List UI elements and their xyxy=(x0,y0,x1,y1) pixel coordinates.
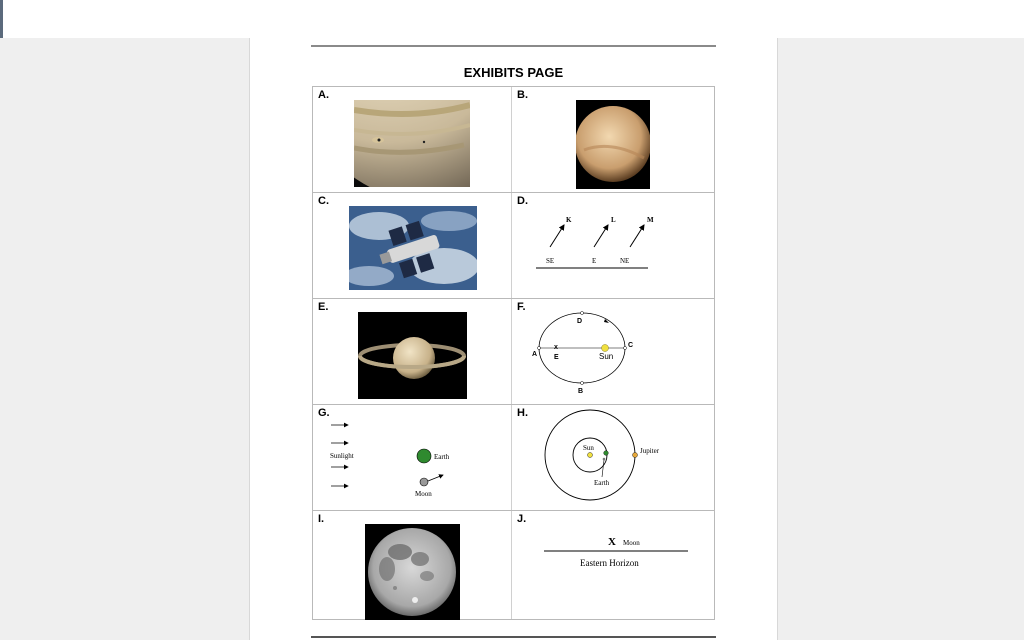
sun-icon xyxy=(602,345,609,352)
arrow-m xyxy=(630,225,644,247)
moon-marker: X xyxy=(608,536,616,548)
arrow-k xyxy=(550,225,564,247)
x-marker: x xyxy=(554,344,558,351)
earth-label: Earth xyxy=(594,479,610,487)
direction-diagram xyxy=(532,209,656,279)
sun-icon xyxy=(588,453,593,458)
exhibit-b xyxy=(512,87,716,192)
direction-label: SE xyxy=(546,257,555,265)
window-edge xyxy=(0,0,3,38)
point-label: A xyxy=(532,351,538,358)
arrow-label: L xyxy=(611,216,616,224)
exhibit-d xyxy=(512,193,716,298)
exhibits-table xyxy=(312,86,715,620)
exhibit-a xyxy=(313,87,511,192)
venus-photo xyxy=(576,100,650,189)
browser-toolbar xyxy=(0,0,1024,38)
jupiter-icon xyxy=(633,453,638,458)
exhibit-c xyxy=(313,193,511,298)
sun-label: Sun xyxy=(599,352,614,361)
earth-icon xyxy=(604,451,609,456)
point-label: B xyxy=(578,388,584,395)
arrow-l xyxy=(594,225,608,247)
direction-label: NE xyxy=(620,257,630,265)
exhibit-label: F. xyxy=(517,301,526,313)
exhibit-label: E. xyxy=(318,301,329,313)
page-title: EXHIBITS PAGE xyxy=(463,65,564,80)
saturn-photo xyxy=(358,312,467,399)
exhibit-label: B. xyxy=(517,89,528,101)
exhibit-label: A. xyxy=(318,89,329,101)
sunlight-earth-moon-diagram xyxy=(328,417,468,507)
earth-pointer xyxy=(602,460,604,477)
exhibit-j xyxy=(512,511,716,621)
jupiter-label: Jupiter xyxy=(640,447,660,455)
moon-label: Moon xyxy=(415,490,432,498)
orbit-diagram xyxy=(520,309,650,399)
sunlight-label: Sunlight xyxy=(330,452,354,460)
full-moon-photo xyxy=(365,524,460,620)
jupiter-photo xyxy=(354,100,470,187)
moon-horizon-diagram xyxy=(542,531,692,581)
moon-icon xyxy=(603,458,606,461)
exhibit-label: I. xyxy=(318,513,325,525)
point-label: C xyxy=(628,342,634,349)
exhibit-i xyxy=(313,511,511,621)
horizon-label: Eastern Horizon xyxy=(580,558,639,568)
point-label: E xyxy=(554,354,559,361)
exhibit-label: H. xyxy=(517,407,528,419)
point-label: D xyxy=(577,318,583,325)
arrow-label: M xyxy=(647,216,654,224)
exhibit-label: C. xyxy=(318,195,329,207)
arrow-label: K xyxy=(566,216,572,224)
moon-motion-arrow xyxy=(428,475,443,481)
document-page xyxy=(249,38,778,640)
earth-icon xyxy=(417,449,431,463)
exhibit-h xyxy=(512,405,716,510)
direction-label: E xyxy=(592,257,597,265)
sun-label: Sun xyxy=(583,444,594,452)
exhibit-label: J. xyxy=(517,513,527,525)
hubble-telescope-photo xyxy=(349,206,477,290)
solar-system-orbits-diagram xyxy=(542,408,682,508)
exhibit-g xyxy=(313,405,511,510)
moon-label: Moon xyxy=(623,539,640,547)
top-rule xyxy=(311,45,716,47)
earth-label: Earth xyxy=(434,453,450,461)
exhibit-label: G. xyxy=(318,407,330,419)
exhibit-label: D. xyxy=(517,195,528,207)
exhibit-f xyxy=(512,299,716,404)
exhibit-e xyxy=(313,299,511,404)
bottom-rule xyxy=(311,636,716,638)
moon-icon xyxy=(420,478,428,486)
